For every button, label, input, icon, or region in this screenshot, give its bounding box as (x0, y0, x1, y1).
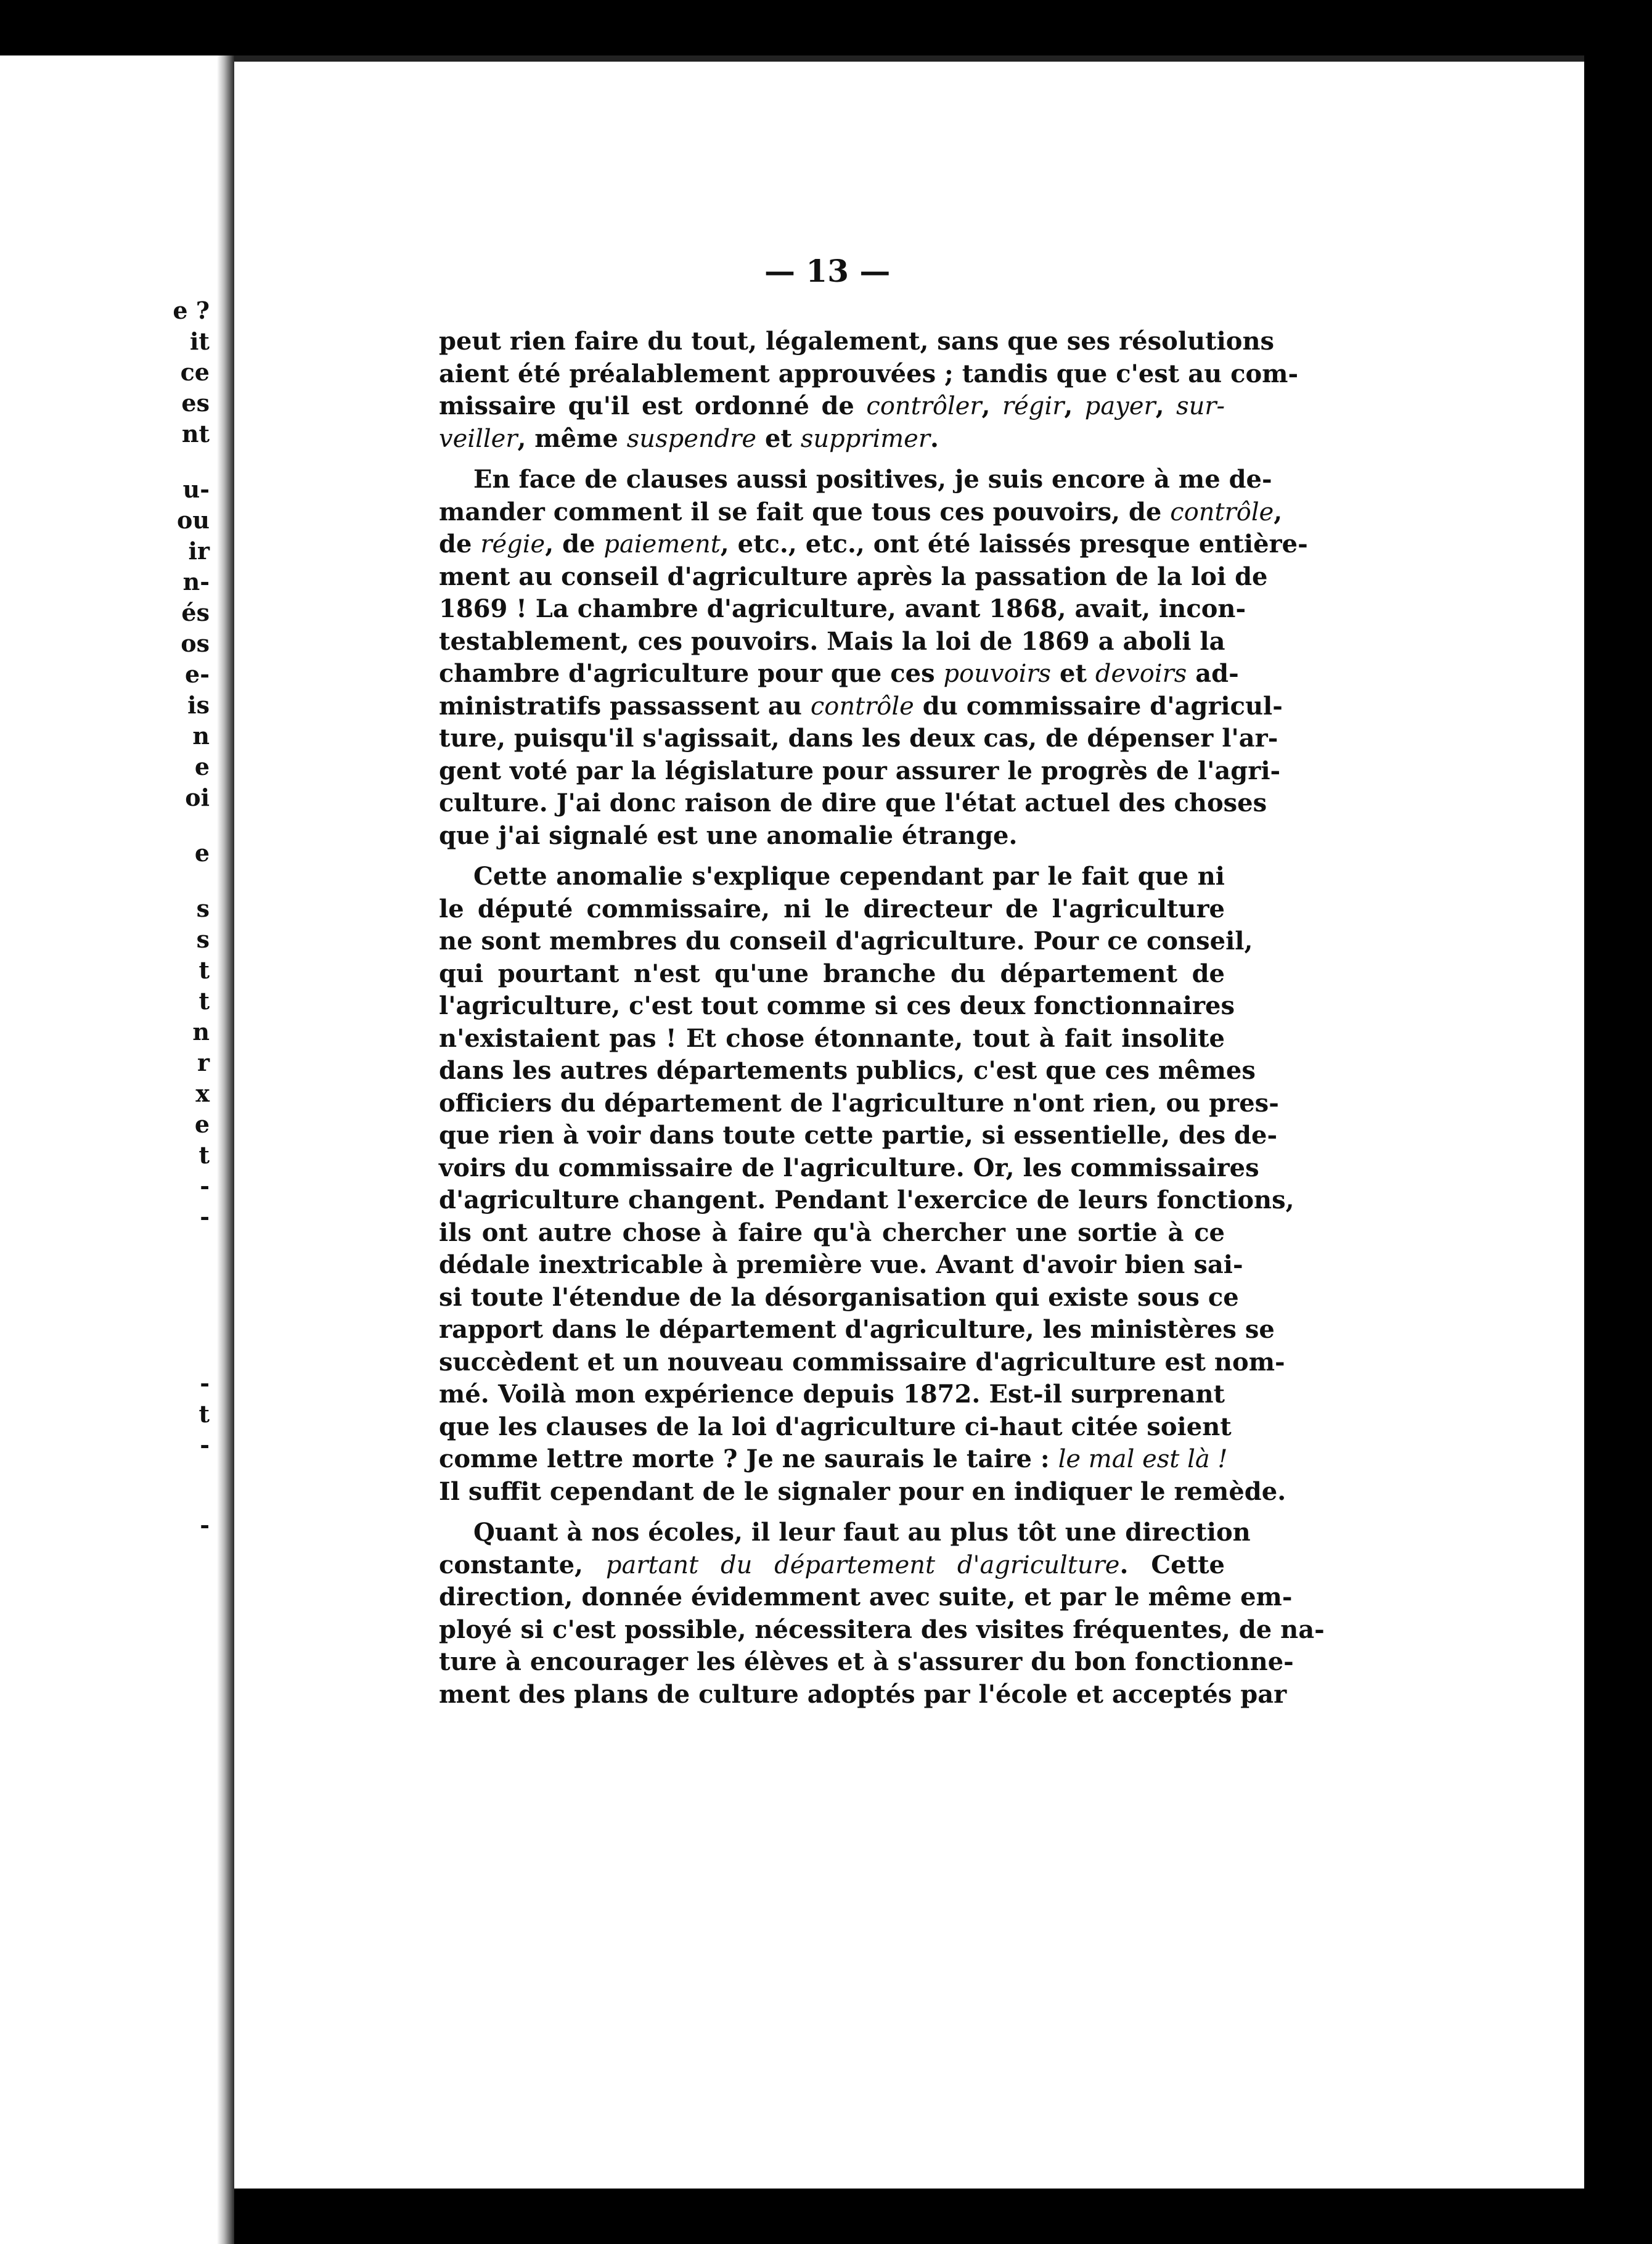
text-run: officiers du département de l'agriculture n'ont rien, ou pres- (439, 1088, 1279, 1118)
text-run: ment au conseil d'agriculture après la passation de la loi de (439, 562, 1268, 591)
scan-border-bottom (234, 2189, 1584, 2244)
text-run: comme lettre morte ? Je ne saurais le taire : (439, 1444, 1058, 1473)
italic-text: paiement (603, 530, 721, 559)
italic-text: le mal est là ! (1058, 1445, 1228, 1473)
text-line (439, 1646, 1294, 1679)
text-line (439, 1282, 1239, 1314)
text-run: Quant à nos écoles, il leur faut au plus tôt une direction (473, 1518, 1251, 1547)
text-run: mander comment il se fait que tous ces pouvoirs, de (439, 497, 1171, 526)
text-run: 1869 ! La chambre d'agriculture, avant 1868, avait, incon- (439, 594, 1246, 623)
page-top-edge (234, 55, 1584, 62)
text-run: peut rien faire du tout, légalement, sans que ses résolutions (439, 327, 1275, 356)
text-line (439, 626, 1225, 658)
facing-page-fragment: os (181, 629, 210, 657)
facing-page-fragment: ou (177, 506, 210, 534)
facing-page-fragment: it (190, 327, 210, 355)
text-line (439, 1346, 1285, 1379)
text-run: rapport dans le département d'agriculture, les ministères se (439, 1315, 1275, 1344)
facing-page-fragment: e- (185, 660, 210, 688)
text-line (439, 1184, 1294, 1217)
text-line (439, 1679, 1287, 1711)
text-line (439, 990, 1235, 1023)
text-run: mé. Voilà mon expérience depuis 1872. Est-il surprenant (439, 1380, 1225, 1409)
text-line (439, 893, 1225, 926)
left-facing-page (0, 55, 234, 2244)
text-run: succèdent et un nouveau commissaire d'agriculture est nom- (439, 1347, 1285, 1377)
facing-page-fragment: n (192, 1018, 210, 1046)
italic-text: supprimer (800, 424, 930, 453)
text-run: Cette anomalie s'explique cependant par le fait que ni (473, 862, 1225, 891)
text-line (439, 1152, 1259, 1185)
text-line (439, 1443, 1228, 1476)
text-line (439, 1549, 1225, 1582)
text-run: ad- (1187, 659, 1239, 688)
text-run: que rien à voir dans toute cette partie, si essentielle, des de- (439, 1121, 1278, 1150)
facing-page-fragment: n- (182, 568, 210, 596)
italic-text: devoirs (1095, 660, 1187, 688)
text-run: l'agriculture, c'est tout comme si ces deux fonctionnaires (439, 991, 1235, 1020)
facing-page-fragment: t (198, 1400, 210, 1428)
italic-text: contrôler (866, 392, 982, 420)
text-line (439, 464, 1272, 496)
text-run: , (1274, 497, 1283, 526)
text-run: dédale inextricable à première vue. Avant d'avoir bien sai- (439, 1250, 1243, 1279)
text-run: , (981, 391, 1002, 420)
italic-text: sur- (1176, 392, 1225, 420)
facing-page-fragment: u- (182, 475, 210, 503)
text-line (439, 1120, 1278, 1152)
facing-page-fragment: t (198, 956, 210, 984)
text-run: d'agriculture changent. Pendant l'exercice de leurs fonctions, (439, 1185, 1294, 1214)
text-line (439, 326, 1275, 358)
text-line (439, 1378, 1225, 1411)
text-run: , etc., etc., ont été laissés presque entière- (720, 530, 1308, 559)
text-run: constante, (439, 1550, 606, 1579)
scan-border-right (1584, 55, 1652, 2244)
facing-page-fragment: e (194, 1110, 210, 1138)
italic-text: partant du département d'agriculture (605, 1550, 1120, 1579)
text-run: si toute l'étendue de la désorganisation qui existe sous ce (439, 1282, 1239, 1312)
text-run: ture, puisqu'il s'agissait, dans les deux cas, de dépenser l'ar- (439, 724, 1278, 753)
text-line (439, 1023, 1225, 1055)
facing-page-fragment: es (181, 389, 210, 417)
text-run: et (756, 424, 801, 453)
text-line (439, 390, 1225, 423)
text-run: ils ont autre chose à faire qu'à chercher une sortie à ce (439, 1218, 1225, 1247)
text-line (439, 820, 1225, 853)
text-run: ne sont membres du conseil d'agriculture. Pour ce conseil, (439, 927, 1253, 956)
text-run: de (439, 530, 481, 559)
facing-page-fragment: oi (185, 784, 210, 811)
text-run: , de (545, 530, 604, 559)
text-run: direction, donnée évidemment avec suite, et par le même em- (439, 1583, 1293, 1611)
text-line (439, 723, 1278, 755)
text-line (439, 1411, 1232, 1444)
paragraph (439, 326, 1299, 455)
facing-page-fragment: - (200, 1511, 210, 1539)
text-run: du commissaire d'agricul- (914, 691, 1283, 721)
paragraph (439, 1517, 1325, 1711)
facing-page-fragment: ce (180, 358, 210, 386)
text-line (439, 1055, 1256, 1087)
text-run: chambre d'agriculture pour que ces (439, 659, 944, 688)
text-run: . (930, 424, 939, 453)
text-run: que j'ai signalé est une anomalie étrange. (439, 821, 1018, 850)
paragraph (439, 861, 1294, 1508)
facing-page-fragment: nt (181, 420, 210, 448)
text-line (439, 1476, 1286, 1509)
text-line (439, 958, 1225, 991)
text-line (439, 1249, 1243, 1282)
text-line (439, 423, 1225, 456)
text-run: , (1155, 391, 1177, 420)
text-line (439, 1217, 1225, 1250)
text-run: missaire qu'il est ordonné de (439, 391, 867, 420)
facing-page-fragment: e ? (173, 297, 210, 324)
page-number: — 13 — (764, 253, 891, 289)
text-run: aient été préalablement approuvées ; tandis que c'est au com- (439, 359, 1299, 388)
text-line (439, 1087, 1279, 1120)
facing-page-fragment: s (196, 895, 210, 922)
text-run: que les clauses de la loi d'agriculture ci-haut citée soient (439, 1412, 1232, 1441)
facing-page-fragment: s (196, 925, 210, 953)
facing-page-fragment: e (194, 753, 210, 780)
text-run: . Cette (1119, 1550, 1225, 1579)
italic-text: suspendre (626, 424, 757, 453)
facing-page-fragment: - (200, 1172, 210, 1200)
italic-text: contrôle (810, 692, 914, 721)
facing-page-fragment: n (192, 722, 210, 750)
text-line (439, 1314, 1275, 1346)
text-line (439, 496, 1283, 529)
text-run: culture. J'ai donc raison de dire que l'état actuel des choses (439, 788, 1267, 817)
text-line (439, 358, 1299, 391)
italic-text: veiller (439, 424, 518, 453)
facing-page-fragment: - (200, 1369, 210, 1397)
text-run: , même (517, 424, 627, 453)
text-line (439, 787, 1267, 820)
text-run: ministratifs passassent au (439, 691, 811, 721)
text-run: n'existaient pas ! Et chose étonnante, tout à fait insolite (439, 1023, 1225, 1053)
facing-page-fragment: x (195, 1079, 210, 1107)
text-line (439, 658, 1239, 690)
text-run: ment des plans de culture adoptés par l'école et acceptés par (439, 1679, 1287, 1709)
text-run: et (1051, 659, 1095, 688)
body-text (439, 326, 1325, 1711)
facing-page-fragment: t (198, 1141, 210, 1169)
text-run: dans les autres départements publics, c'est que ces mêmes (439, 1056, 1256, 1085)
text-line (439, 861, 1225, 893)
facing-page-fragment: - (200, 1203, 210, 1231)
text-run: , (1064, 391, 1085, 420)
text-line (439, 593, 1246, 626)
facing-page-fragment: t (198, 987, 210, 1015)
facing-page-fragment: e (194, 839, 210, 867)
facing-page-fragment: és (181, 599, 210, 626)
text-run: voirs du commissaire de l'agriculture. Or, les commissaires (439, 1153, 1259, 1182)
text-line (439, 925, 1253, 958)
text-line (439, 561, 1268, 594)
text-run: qui pourtant n'est qu'une branche du département de (439, 959, 1225, 988)
italic-text: régie (480, 530, 546, 559)
text-line (439, 1614, 1325, 1647)
text-line (439, 1581, 1293, 1614)
text-line (439, 528, 1308, 561)
italic-text: pouvoirs (943, 660, 1052, 688)
text-line (439, 755, 1281, 788)
text-run: En face de clauses aussi positives, je suis encore à me de- (473, 465, 1272, 494)
text-run: testablement, ces pouvoirs. Mais la loi de 1869 a aboli la (439, 626, 1225, 656)
facing-page-fragment: ir (188, 537, 210, 565)
italic-text: régir (1002, 392, 1065, 420)
facing-page-fragment: is (187, 691, 210, 719)
text-run: ployé si c'est possible, nécessitera des visites fréquentes, de na- (439, 1615, 1325, 1644)
text-run: Il suffit cependant de le signaler pour en indiquer le remède. (439, 1476, 1286, 1506)
paragraph (439, 464, 1308, 852)
italic-text: payer (1084, 392, 1156, 420)
facing-page-fragment: r (197, 1049, 210, 1076)
text-line (439, 690, 1283, 723)
text-run: le député commissaire, ni le directeur de l'agriculture (439, 894, 1225, 923)
text-run: gent voté par la législature pour assurer le progrès de l'agri- (439, 756, 1281, 785)
facing-page-fragment: - (200, 1431, 210, 1459)
text-run: ture à encourager les élèves et à s'assurer du bon fonctionne- (439, 1647, 1294, 1676)
text-line (439, 1517, 1251, 1549)
book-gutter (217, 55, 234, 2244)
italic-text: contrôle (1170, 498, 1274, 526)
